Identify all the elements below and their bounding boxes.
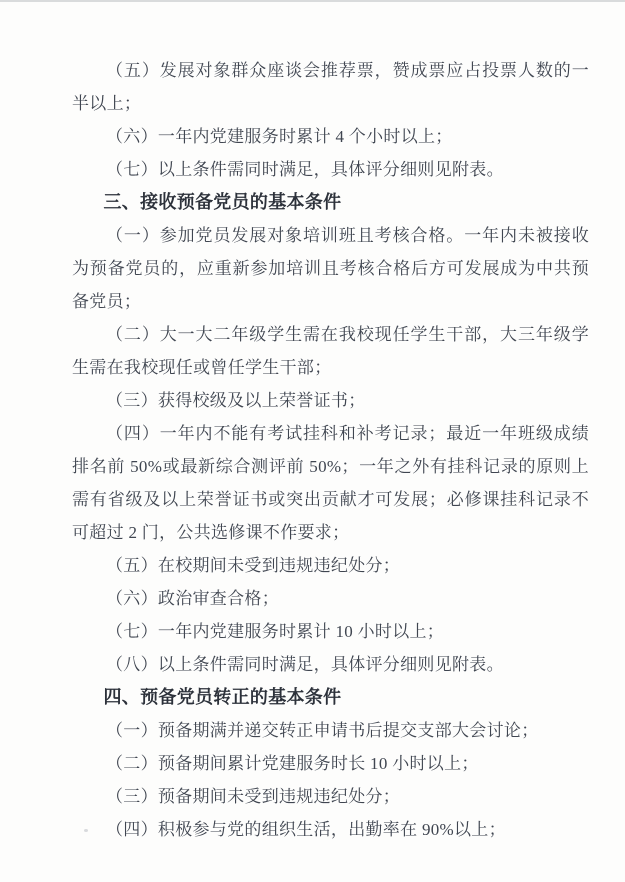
section-heading-4: 四、预备党员转正的基本条件 — [103, 687, 342, 707]
document-body — [72, 54, 589, 846]
paragraph-item: （六）政治审查合格； — [106, 589, 279, 608]
scan-artifact-speck — [84, 829, 88, 832]
paragraph-item: （二）预备期间累计党建服务时长 10 小时以上； — [106, 754, 479, 773]
paragraph-item: （一）参加党员发展对象培训班且考核合格。一年内未被接收为预备党员的，应重新参加培训且考核合格后方可发展成为中共预备党员； — [72, 226, 589, 311]
paragraph-item: （七）一年内党建服务时累计 10 小时以上； — [106, 622, 445, 641]
paragraph-item: （七）以上条件需同时满足，具体评分细则见附表。 — [106, 160, 504, 179]
paragraph-item: （一）预备期满并递交转正申请书后提交支部大会讨论； — [106, 721, 539, 740]
paragraph-item: （八）以上条件需同时满足，具体评分细则见附表。 — [106, 655, 504, 674]
paragraph-item: （三）获得校级及以上荣誉证书； — [106, 391, 366, 410]
paragraph-item: （三）预备期间未受到违规违纪处分； — [106, 787, 401, 806]
paragraph-item: （五）发展对象群众座谈会推荐票，赞成票应占投票人数的一半以上； — [72, 61, 589, 113]
paragraph-item: （四）一年内不能有考试挂科和补考记录；最近一年班级成绩排名前 50%或最新综合测评前 50%；一年之外有挂科记录的原则上需有省级及以上荣誉证书或突出贡献才可发展；必修课挂科记录不可超过 2 门，公共选修课不作要求； — [72, 424, 589, 542]
paragraph-item: （二）大一大二年级学生需在我校现任学生干部，大三年级学生需在我校现任或曾任学生干部； — [72, 325, 589, 377]
paragraph-item: （六）一年内党建服务时累计 4 个小时以上； — [106, 127, 453, 146]
section-heading-3: 三、接收预备党员的基本条件 — [103, 192, 342, 212]
paragraph-item: （四）积极参与党的组织生活，出勤率在 90%以上； — [106, 820, 506, 839]
paragraph-item: （五）在校期间未受到违规违纪处分； — [106, 556, 401, 575]
